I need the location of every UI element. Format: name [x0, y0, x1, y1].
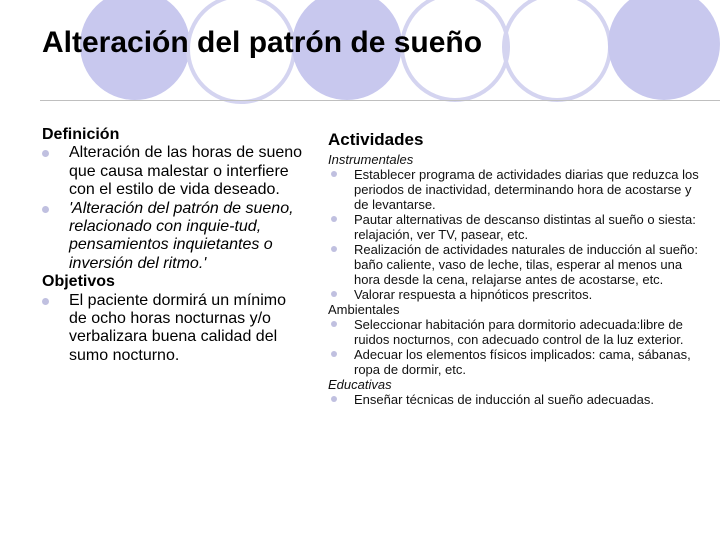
definicion-text-2: 'Alteración del patrón de sueno, relacionado con inquie-tud, pensamientos inquietantes o inversión del ritmo.': [69, 199, 294, 272]
decor-circle-3: [608, 0, 720, 100]
instrumentales-text-4: Valorar respuesta a hipnóticos prescritos.: [354, 287, 593, 302]
list-item: [328, 392, 708, 407]
bullet-icon: [331, 216, 337, 222]
slide-title: Alteración del patrón de sueño: [42, 26, 483, 59]
definicion-heading: Definición: [42, 126, 120, 143]
objetivos-heading: Objetivos: [42, 273, 115, 291]
objetivos-text-1: El paciente dormirá un mínimo de ocho horas nocturnas y/o verbalizara buena calidad del sumo nocturno.: [69, 291, 286, 364]
bullet-icon: [42, 298, 49, 305]
bullet-icon: [331, 246, 337, 252]
bullet-icon: [331, 351, 337, 357]
ambientales-label: Ambientales: [328, 302, 400, 317]
instrumentales-text-3: Realización de actividades naturales de inducción al sueño: baño caliente, vaso de leche, tilas, esperar al menos una hora desde la cena, relajarse antes de acostarse, etc.: [354, 242, 698, 287]
instrumentales-text-1: Establecer programa de actividades diarias que reduzca los periodos de inactividad, determinando hora de acostarse y de levantarse.: [354, 167, 699, 212]
left-column: [42, 126, 304, 365]
list-item: [328, 167, 708, 212]
educativas-text-1: Enseñar técnicas de inducción al sueño adecuadas.: [354, 392, 654, 407]
list-item: [328, 242, 708, 287]
actividades-heading: Actividades: [328, 130, 424, 149]
list-item: [42, 144, 304, 199]
definicion-text-1: Alteración de las horas de sueno que causa malestar o interfiere con el estilo de vida deseado.: [69, 144, 303, 199]
list-item: [328, 212, 708, 242]
bullet-icon: [331, 321, 337, 327]
ambientales-text-2: Adecuar los elementos físicos implicados: cama, sábanas, ropa de dormir, etc.: [354, 347, 691, 377]
bullet-icon: [331, 171, 337, 177]
title-divider: [40, 100, 720, 101]
ambientales-text-1: Seleccionar habitación para dormitorio adecuada:libre de ruidos nocturnos, con adecuado control de la luz exterior.: [354, 317, 684, 347]
list-item: [328, 347, 708, 377]
list-item: [42, 292, 304, 366]
bullet-icon: [331, 396, 337, 402]
instrumentales-text-2: Pautar alternativas de descanso distintas al sueño o siesta: relajación, ver TV, pasear, etc.: [354, 212, 696, 242]
educativas-label: Educativas: [328, 377, 392, 392]
right-column: [328, 130, 708, 407]
bullet-icon: [331, 291, 337, 297]
instrumentales-label: Instrumentales: [328, 152, 414, 167]
decor-ring-3: [502, 0, 612, 102]
bullet-icon: [42, 206, 49, 213]
list-item: [328, 287, 708, 302]
list-item: [328, 317, 708, 347]
list-item: [42, 200, 304, 274]
bullet-icon: [42, 150, 49, 157]
